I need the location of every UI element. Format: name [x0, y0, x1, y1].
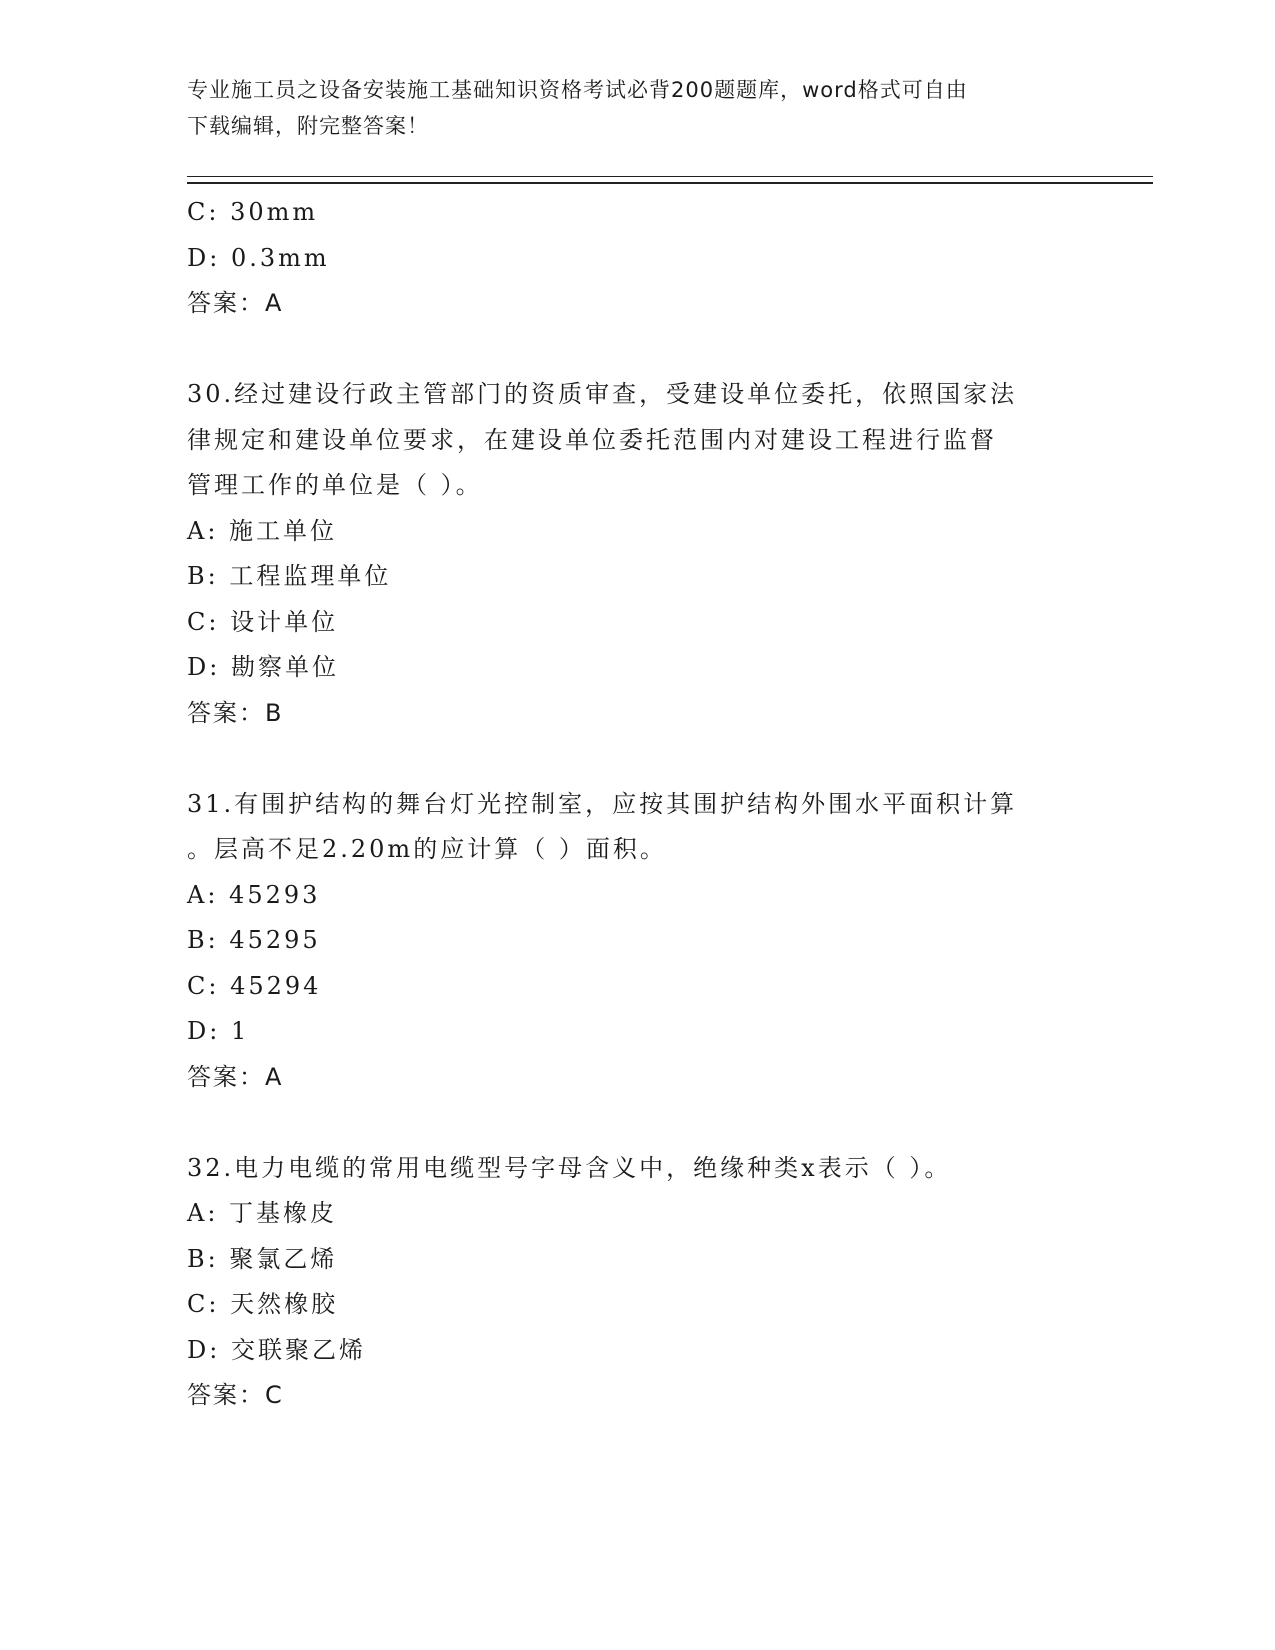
question-stem-line: 32.电力电缆的常用电缆型号字母含义中，绝缘种类x表示（ ）。 [187, 1153, 952, 1182]
option-c: C: 设计单位 [187, 607, 339, 636]
question-30 [187, 372, 1087, 736]
question-stem-line: 30.经过建设行政主管部门的资质审查，受建设单位委托，依照国家法 [187, 380, 1018, 408]
question-stem-line: 律规定和建设单位要求，在建设单位委托范围内对建设工程进行监督 [187, 425, 997, 454]
spacer [187, 1100, 1087, 1146]
answer-line: 答案：A [187, 1062, 284, 1091]
option-c: C: 45294 [187, 971, 322, 1000]
previous-question-tail [187, 190, 1087, 327]
option-c: C: 30mm [187, 198, 319, 226]
option-d: D: 勘察单位 [187, 653, 339, 681]
question-stem-line: 管理工作的单位是（ ）。 [187, 471, 483, 499]
answer-line: 答案：C [187, 1381, 284, 1409]
question-list [187, 190, 1087, 1419]
option-a: A: 45293 [187, 880, 321, 909]
header-divider-thin [187, 176, 1153, 177]
option-a: A: 施工单位 [187, 516, 338, 545]
option-b: B: 45295 [187, 926, 321, 954]
question-stem-line: 。层高不足2.20m的应计算（ ）面积。 [187, 835, 667, 863]
answer-line: 答案：B [187, 698, 284, 727]
option-d: D: 0.3mm [187, 243, 330, 272]
header-line-1: 专业施工员之设备安装施工基础知识资格考试必背200题题库，word格式可自由 [187, 78, 968, 102]
spacer [187, 736, 1087, 782]
option-b: B: 聚氯乙烯 [187, 1244, 338, 1273]
question-31 [187, 782, 1087, 1101]
answer-line: 答案：A [187, 289, 284, 317]
spacer [187, 327, 1087, 373]
document-header [187, 72, 1067, 144]
option-c: C: 天然橡胶 [187, 1290, 339, 1318]
option-a: A: 丁基橡皮 [187, 1199, 338, 1227]
option-d: D: 1 [187, 1017, 250, 1045]
question-32 [187, 1146, 1087, 1419]
question-stem-line: 31.有围护结构的舞台灯光控制室，应按其围护结构外围水平面积计算 [187, 789, 1018, 818]
option-b: B: 工程监理单位 [187, 562, 392, 590]
header-divider-thick [187, 182, 1153, 184]
header-line-2: 下载编辑，附完整答案！ [187, 114, 429, 138]
option-d: D: 交联聚乙烯 [187, 1335, 366, 1364]
